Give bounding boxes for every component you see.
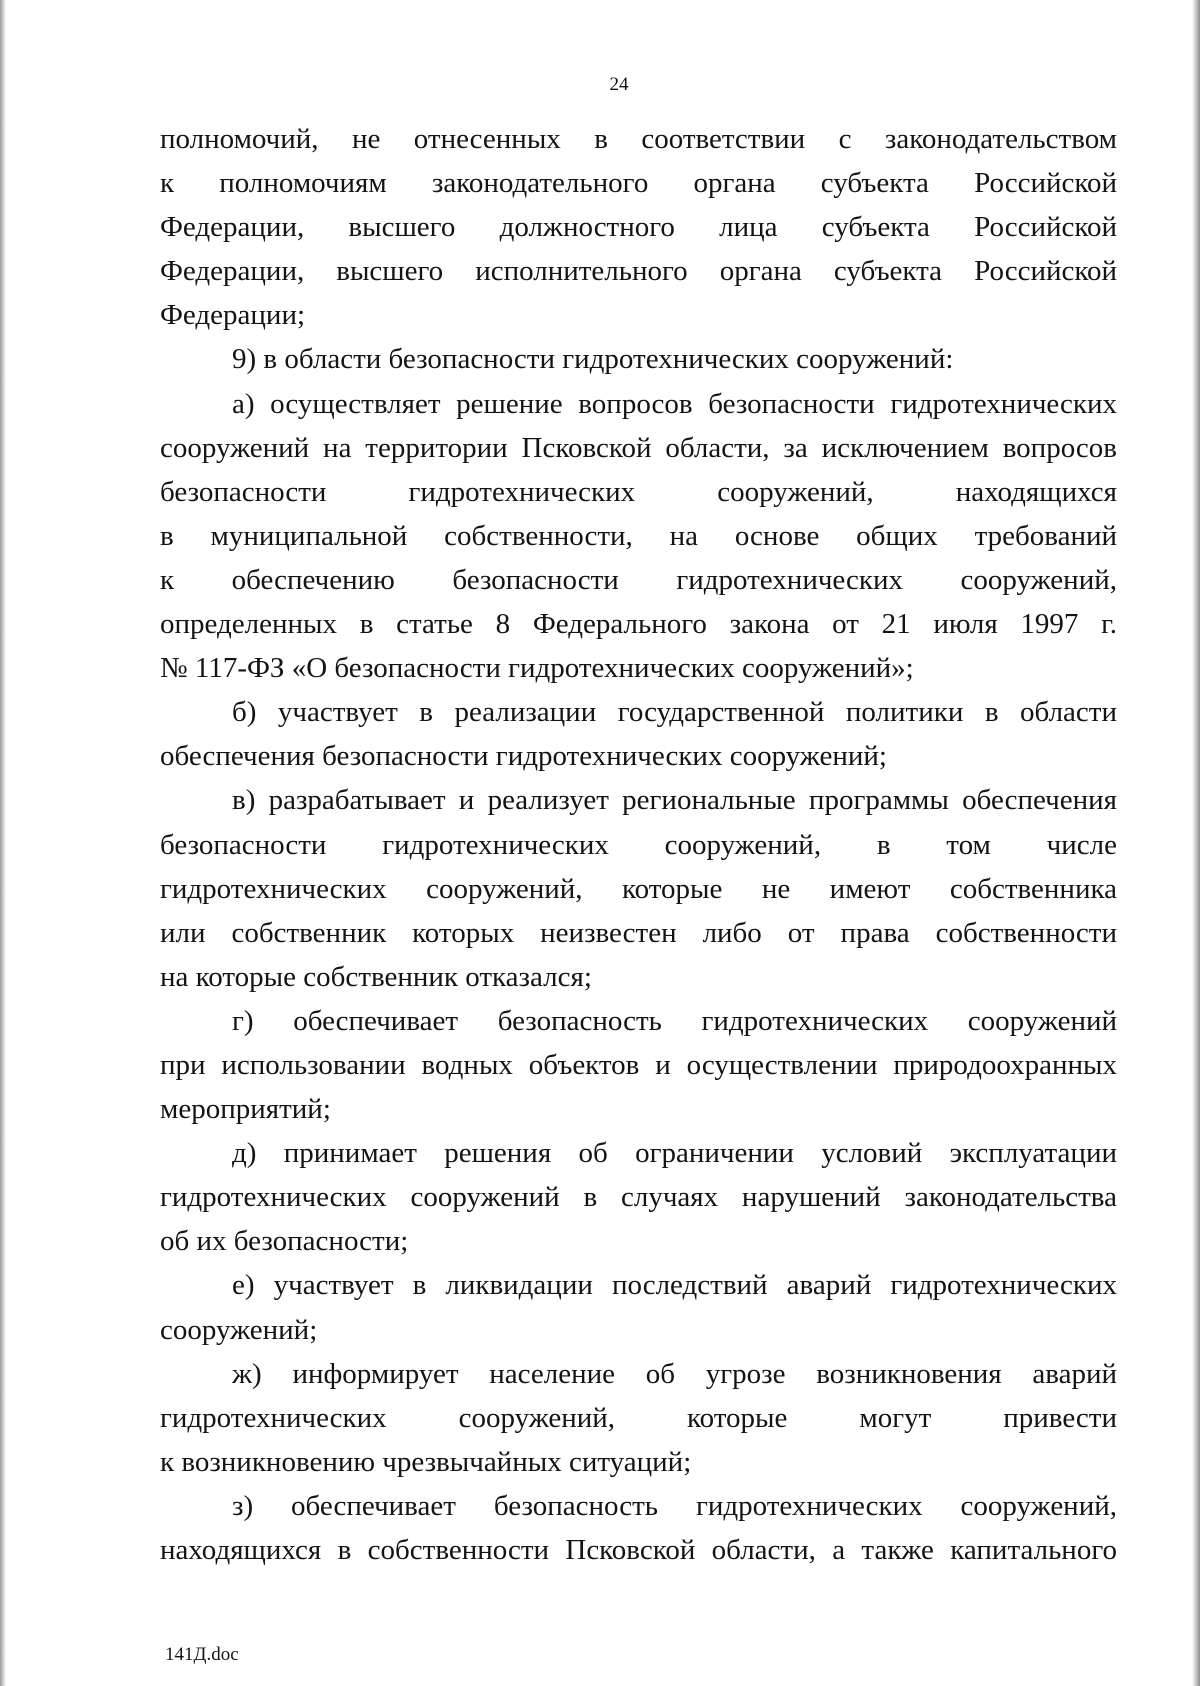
item-b-line: б) участвует в реализации государственной политики в области [232, 696, 1117, 729]
document-body [160, 117, 1117, 1572]
text-line: находящихся в собственности Псковской области, а также капитального [160, 1534, 1117, 1566]
item-v-line: в) разрабатывает и реализует региональные программы обеспечения [232, 784, 1117, 817]
item-heading-9: 9) в области безопасности гидротехнических сооружений: [232, 343, 954, 376]
text-line: безопасности гидротехнических сооружений, находящихся [160, 475, 1117, 508]
footer-filename: 141Д.doc [165, 1644, 239, 1665]
text-line: Федерации, высшего должностного лица субъекта Российской [160, 211, 1117, 244]
text-line: на которые собственник отказался; [160, 960, 592, 993]
item-a-line: а) осуществляет решение вопросов безопасности гидротехнических [232, 387, 1117, 420]
text-line: при использовании водных объектов и осуществлении природоохранных [160, 1048, 1117, 1081]
text-line: Федерации, высшего исполнительного органа субъекта Российской [160, 255, 1117, 288]
text-line: в муниципальной собственности, на основе общих требований [160, 519, 1117, 552]
page-number: 24 [609, 74, 629, 95]
text-line: гидротехнических сооружений, которые могут привести [160, 1401, 1117, 1434]
item-g-line: г) обеспечивает безопасность гидротехнических сооружений [232, 1004, 1117, 1037]
text-line: полномочий, не отнесенных в соответствии с законодательством [160, 123, 1117, 155]
text-line: к возникновению чрезвычайных ситуаций; [160, 1445, 692, 1478]
text-line: сооружений; [160, 1313, 318, 1346]
text-line: сооружений на территории Псковской области, за исключением вопросов [160, 431, 1117, 464]
text-line: об их безопасности; [160, 1225, 409, 1258]
text-line: Федерации; [160, 299, 306, 332]
item-zh-line: ж) информирует население об угрозе возникновения аварий [232, 1357, 1117, 1390]
text-line: безопасности гидротехнических сооружений, в том числе [160, 828, 1117, 861]
text-line: обеспечения безопасности гидротехнических сооружений; [160, 740, 887, 773]
text-line: гидротехнических сооружений, которые не имеют собственника [160, 872, 1117, 905]
item-e-line: е) участвует в ликвидации последствий аварий гидротехнических [232, 1269, 1117, 1302]
scan-edge-right [1192, 0, 1200, 1686]
scan-edge-left [0, 0, 6, 1686]
text-line: к обеспечению безопасности гидротехнических сооружений, [160, 563, 1117, 596]
text-line: или собственник которых неизвестен либо от права собственности [160, 916, 1117, 949]
text-line: мероприятий; [160, 1093, 331, 1126]
text-line: определенных в статье 8 Федерального закона от 21 июля 1997 г. [160, 608, 1117, 641]
text-line: № 117-ФЗ «О безопасности гидротехнических сооружений»; [160, 652, 914, 685]
item-d-line: д) принимает решения об ограничении условий эксплуатации [232, 1137, 1117, 1170]
item-z-line: з) обеспечивает безопасность гидротехнических сооружений, [232, 1489, 1117, 1522]
text-line: гидротехнических сооружений в случаях нарушений законодательства [160, 1181, 1117, 1214]
text-line: к полномочиям законодательного органа субъекта Российской [160, 167, 1117, 200]
